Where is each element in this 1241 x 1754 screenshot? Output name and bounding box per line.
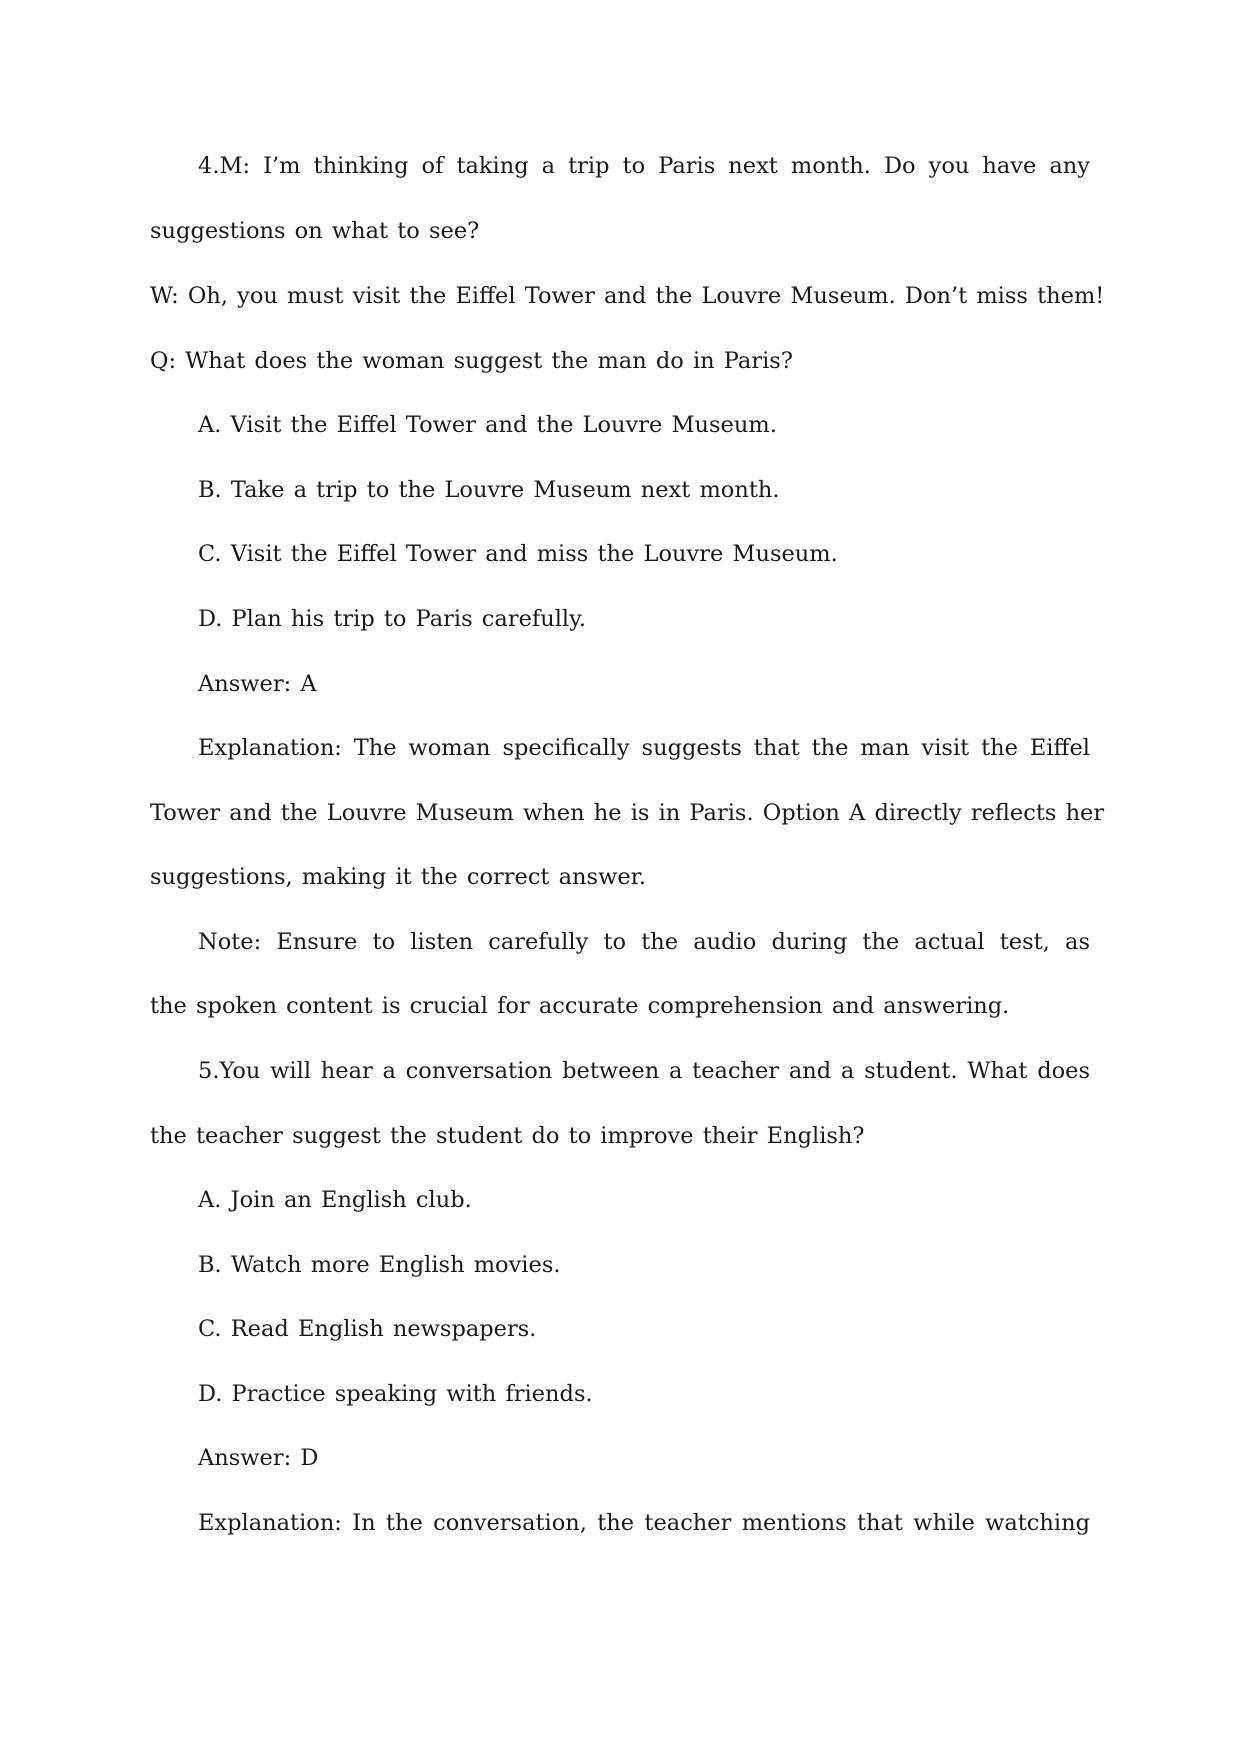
q4-answer: Answer: A — [198, 671, 317, 697]
q4-question: Q: What does the woman suggest the man do in Paris? — [150, 348, 793, 374]
q5-option-a: A. Join an English club. — [198, 1187, 472, 1213]
q4-intro-line-1: 4.M: I’m thinking of taking a trip to Paris next month. Do you have any — [198, 153, 1090, 179]
q4-option-a: A. Visit the Eiffel Tower and the Louvre Museum. — [198, 412, 777, 438]
q5-intro-line-1: 5.You will hear a conversation between a teacher and a student. What does — [198, 1058, 1090, 1084]
q5-answer: Answer: D — [198, 1445, 319, 1471]
q4-explanation-line-1: Explanation: The woman specifically suggests that the man visit the Eiffel — [198, 735, 1090, 761]
q5-option-d: D. Practice speaking with friends. — [198, 1381, 593, 1407]
q4-woman-line: W: Oh, you must visit the Eiffel Tower and the Louvre Museum. Don’t miss them! — [150, 283, 1105, 309]
q4-note-line-1: Note: Ensure to listen carefully to the audio during the actual test, as — [198, 929, 1090, 955]
q4-option-d: D. Plan his trip to Paris carefully. — [198, 606, 586, 632]
q5-explanation-line-1: Explanation: In the conversation, the teacher mentions that while watching — [198, 1510, 1090, 1536]
q4-explanation-line-3: suggestions, making it the correct answer. — [150, 864, 647, 890]
q4-explanation-line-2: Tower and the Louvre Museum when he is in Paris. Option A directly reflects her — [150, 800, 1105, 826]
q4-option-c: C. Visit the Eiffel Tower and miss the Louvre Museum. — [198, 541, 838, 567]
q4-option-b: B. Take a trip to the Louvre Museum next month. — [198, 477, 780, 503]
q4-note-line-2: the spoken content is crucial for accurate comprehension and answering. — [150, 993, 1010, 1019]
q4-intro-line-2: suggestions on what to see? — [150, 218, 480, 244]
q5-option-b: B. Watch more English movies. — [198, 1252, 561, 1278]
q5-option-c: C. Read English newspapers. — [198, 1316, 537, 1342]
q5-intro-line-2: the teacher suggest the student do to improve their English? — [150, 1123, 865, 1149]
